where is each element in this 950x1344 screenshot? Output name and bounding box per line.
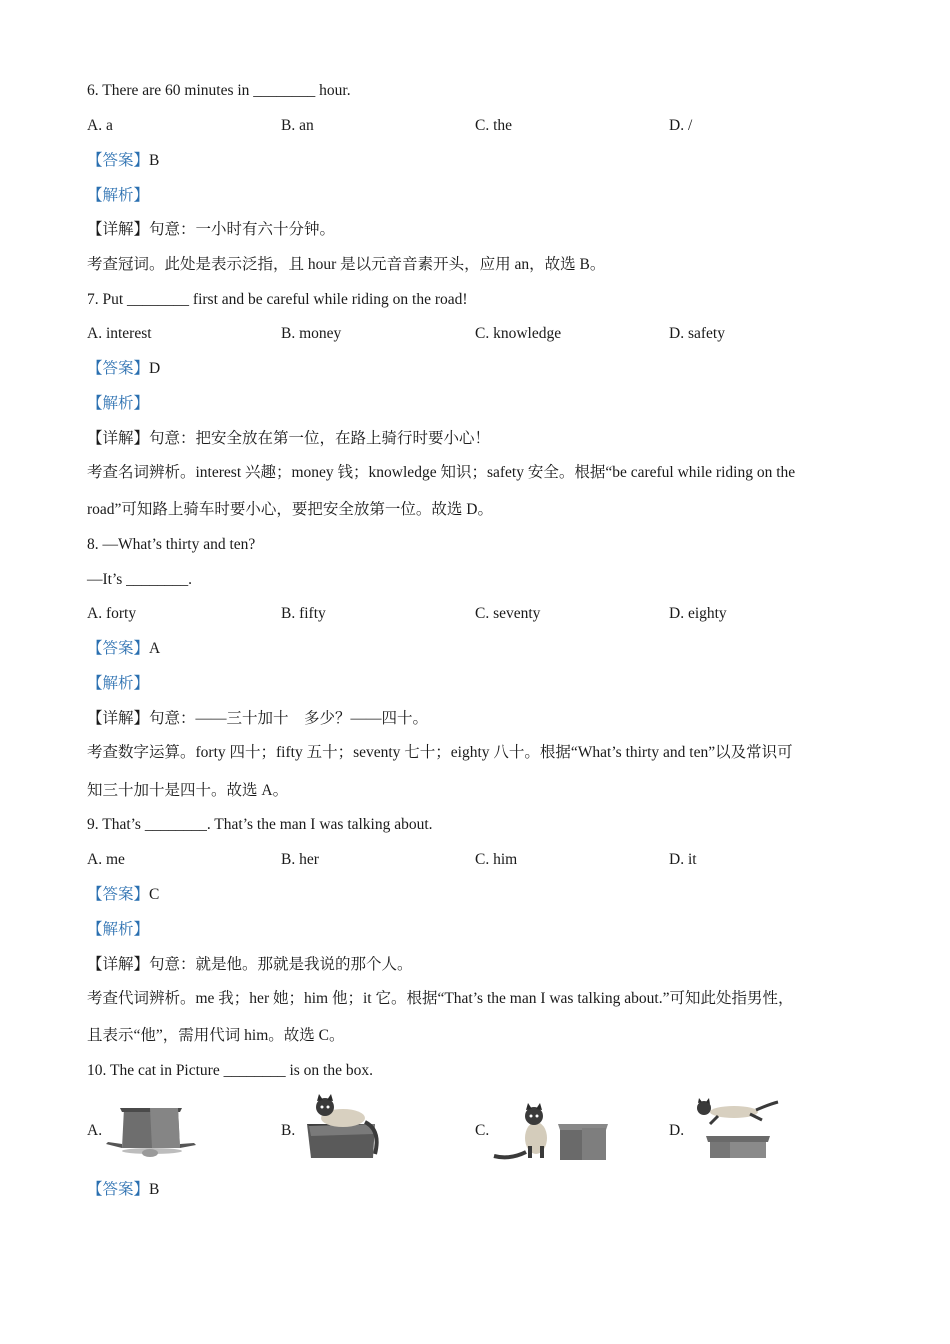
q8-option-a: A. forty: [87, 605, 137, 622]
q8-option-d: D. eighty: [669, 605, 727, 622]
q9-option-d: D. it: [669, 851, 697, 868]
q10-option-d: D.: [669, 1122, 685, 1139]
q9-option-a: A. me: [87, 851, 125, 868]
q8-option-c: C. seventy: [475, 605, 541, 622]
q7-option-a: A. interest: [87, 325, 152, 342]
q9-detail: [87, 955, 413, 975]
answer-value: B: [149, 1181, 160, 1198]
answer-value: C: [149, 886, 160, 903]
answer-value: A: [149, 640, 161, 657]
q9-stem: 9. That’s ________. That’s the man I was talking about.: [87, 816, 433, 833]
q8-analysis-tag: 【解析】: [87, 675, 150, 692]
q6-option-b: B. an: [281, 117, 314, 134]
q7-option-d: D. safety: [669, 325, 725, 342]
q10-option-a: A.: [87, 1122, 103, 1139]
detail-tag: 【详解】: [87, 430, 150, 447]
q8-stem: 8. —What’s thirty and ten?: [87, 536, 256, 553]
answer-value: D: [149, 360, 161, 377]
q6-answer: [87, 151, 159, 171]
q8-option-b: B. fifty: [281, 605, 326, 622]
q8-answer: [87, 639, 160, 659]
q9-option-c: C. him: [475, 851, 518, 868]
cat-beside-box-picture: [492, 1102, 612, 1162]
q7-explain-1: 考查名词辨析。interest 兴趣；money 钱；knowledge 知识；safety 安全。根据“be careful while riding on the: [87, 464, 796, 481]
q7-answer: [87, 359, 160, 379]
q7-detail: [87, 429, 490, 449]
q8-explain-2: 知三十加十是四十。故选 A。: [87, 782, 289, 799]
q8-explain-1: 考查数字运算。forty 四十；fifty 五十；seventy 七十；eighty 八十。根据“What’s thirty and ten”以及常识可: [87, 744, 793, 761]
q10-option-b: B.: [281, 1122, 296, 1139]
q6-option-d: D. /: [669, 117, 693, 134]
cat-over-box-picture: [690, 1098, 782, 1160]
answer-tag: 【答案】: [87, 1181, 150, 1198]
detail-tag: 【详解】: [87, 956, 150, 973]
answer-tag: 【答案】: [87, 152, 150, 169]
cat-under-box-picture: [106, 1104, 198, 1160]
detail-text: 句意：就是他。那就是我说的那个人。: [149, 956, 413, 973]
detail-text: 句意：把安全放在第一位，在路上骑行时要小心！: [149, 430, 491, 447]
q7-option-c: C. knowledge: [475, 325, 562, 342]
q7-stem: 7. Put ________ first and be careful while riding on the road!: [87, 291, 468, 308]
detail-tag: 【详解】: [87, 221, 150, 238]
q9-explain-2: 且表示“他”，需用代词 him。故选 C。: [87, 1027, 345, 1044]
q8-detail: [87, 709, 428, 729]
q6-detail: [87, 220, 335, 240]
answer-tag: 【答案】: [87, 640, 150, 657]
q8-stem-2: —It’s ________.: [87, 571, 193, 588]
detail-text: 句意：——三十加十 多少？——四十。: [149, 710, 429, 727]
q10-stem: 10. The cat in Picture ________ is on the box.: [87, 1062, 373, 1079]
detail-text: 句意：一小时有六十分钟。: [149, 221, 336, 238]
q9-explain-1: 考查代词辨析。me 我；her 她；him 他；it 它。根据“That’s the man I was talking about.”可知此处指男性，: [87, 990, 794, 1007]
cat-on-box-picture: [303, 1094, 385, 1162]
q9-answer: [87, 885, 159, 905]
q6-option-c: C. the: [475, 117, 513, 134]
answer-value: B: [149, 152, 160, 169]
q7-analysis-tag: 【解析】: [87, 395, 150, 412]
q9-option-b: B. her: [281, 851, 319, 868]
answer-tag: 【答案】: [87, 886, 150, 903]
q6-option-a: A. a: [87, 117, 113, 134]
answer-tag: 【答案】: [87, 360, 150, 377]
q10-answer: [87, 1180, 159, 1200]
detail-tag: 【详解】: [87, 710, 150, 727]
q7-explain-2: road”可知路上骑车时要小心，要把安全放第一位。故选 D。: [87, 501, 493, 518]
q6-stem: 6. There are 60 minutes in ________ hour.: [87, 82, 351, 99]
q6-explain-1: 考查冠词。此处是表示泛指，且 hour 是以元音音素开头，应用 an，故选 B。: [87, 256, 606, 273]
q10-option-c: C.: [475, 1122, 490, 1139]
q7-option-b: B. money: [281, 325, 342, 342]
q6-analysis-tag: 【解析】: [87, 187, 150, 204]
q9-analysis-tag: 【解析】: [87, 921, 150, 938]
